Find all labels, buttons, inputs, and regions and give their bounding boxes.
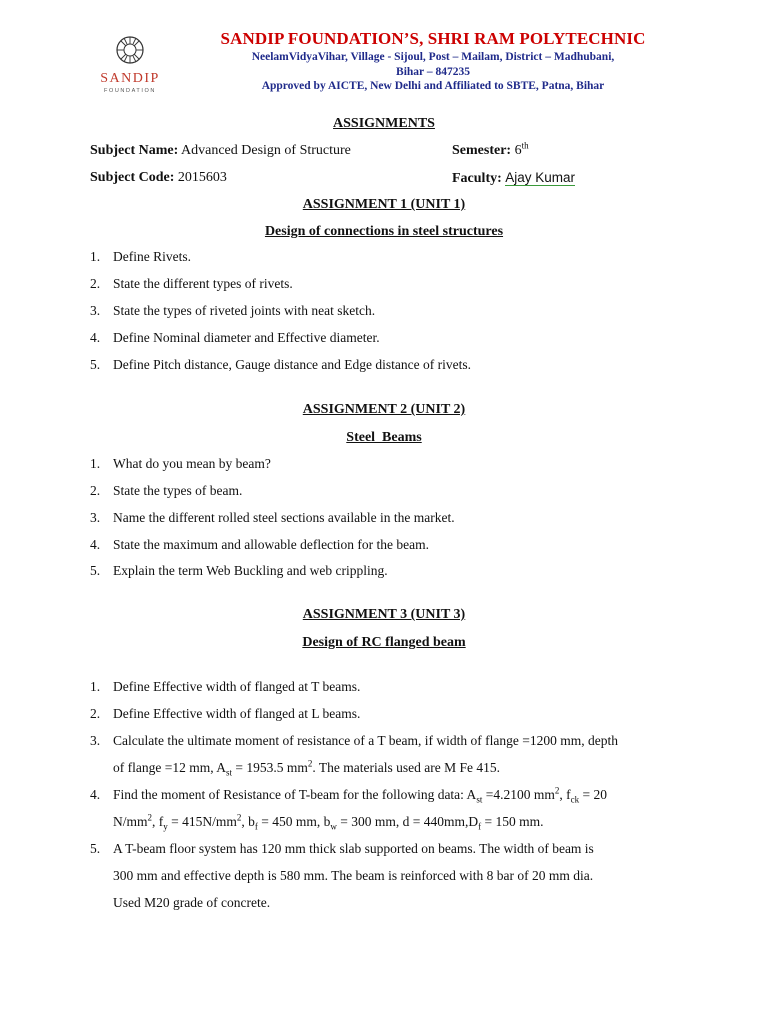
subject-code-row bbox=[90, 170, 227, 186]
assignment-2-list: 1. What do you mean by beam? 2. State the types of beam. 3. Name the different rolled steel sections available in the market. 4. State the maximum and allowable deflection for the beam. 5. Explain the term Web Buckling and web crippling. bbox=[90, 456, 455, 578]
subject-name-row bbox=[90, 143, 351, 159]
assignment-2-heading: ASSIGNMENT 2 (UNIT 2) bbox=[302, 402, 466, 417]
assignment-3-topic: Design of RC flanged beam bbox=[302, 635, 466, 650]
assignment-1-list: 1. Define Rivets. 2. State the different types of rivets. 3. State the types of riveted joints with neat sketch. 4. Define Nominal diameter and Effective diameter. 5. Define Pitch distance, Gauge distance and Edge distance of rivets. bbox=[90, 249, 472, 372]
faculty-label: Faculty: bbox=[452, 171, 502, 186]
semester-label: Semester: bbox=[452, 143, 512, 158]
sandip-foundation-logo bbox=[92, 34, 168, 98]
approval-line: Approved by AICTE, New Delhi and Affiliated to SBTE, Patna, Bihar bbox=[261, 80, 605, 92]
faculty-value: Ajay Kumar bbox=[505, 170, 576, 185]
address-line-1: NeelamVidyaVihar, Village - Sijoul, Post – Mailam, District – Madhubani, bbox=[251, 51, 615, 63]
assignment-3-list: 1. Define Effective width of flanged at T beams. 2. Define Effective width of flanged at L beams. 3. Calculate the ultimate moment of resistance of a T beam, if width of flange =1200 mm, depth of flange =12 mm, $A_{st} = 1953.5$ $mm^2$. The materials used are M Fe 415. 4. Find the moment of Resistance of T-beam for the following data: $A_{st} =4.2100$ $mm^2$, $f_{ck} = 20$ $N/mm^2$, $f_y = 415N/mm^2$, $b_f = 450$ mm, $b_w = 300$ mm, $d = 440mm,D_f = 150$ mm. 5. A T-beam floor system has 120 mm thick slab supported on beams. The width of beam is 300 mm and effective depth is 580 mm. The beam is reinforced with 8 bar of 20 mm dia. Used M20 grade of concrete. bbox=[90, 679, 618, 910]
faculty-row bbox=[452, 170, 575, 187]
assignment-3-heading: ASSIGNMENT 3 (UNIT 3) bbox=[302, 607, 466, 622]
assignment-1-heading: ASSIGNMENT 1 (UNIT 1) bbox=[302, 197, 466, 212]
address-line-2: Bihar – 847235 bbox=[396, 66, 470, 78]
logo-subtext: FOUNDATION bbox=[104, 88, 156, 94]
semester-value: 6 bbox=[514, 143, 522, 158]
assignment-1-topic: Design of connections in steel structures bbox=[264, 224, 504, 239]
semester-row bbox=[452, 140, 529, 159]
semester-suffix: th bbox=[521, 140, 529, 151]
subject-name-value: Advanced Design of Structure bbox=[181, 143, 351, 158]
subject-code-value: 2015603 bbox=[177, 170, 227, 185]
subject-name-label: Subject Name: bbox=[90, 143, 179, 158]
institute-name: SANDIP FOUNDATION’S, SHRI RAM POLYTECHNIC bbox=[220, 29, 646, 48]
subject-code-label: Subject Code: bbox=[90, 170, 175, 185]
document-title: ASSIGNMENTS bbox=[333, 116, 435, 131]
assignment-2-topic: Steel Beams bbox=[346, 430, 422, 445]
logo-text: SANDIP bbox=[100, 71, 160, 86]
